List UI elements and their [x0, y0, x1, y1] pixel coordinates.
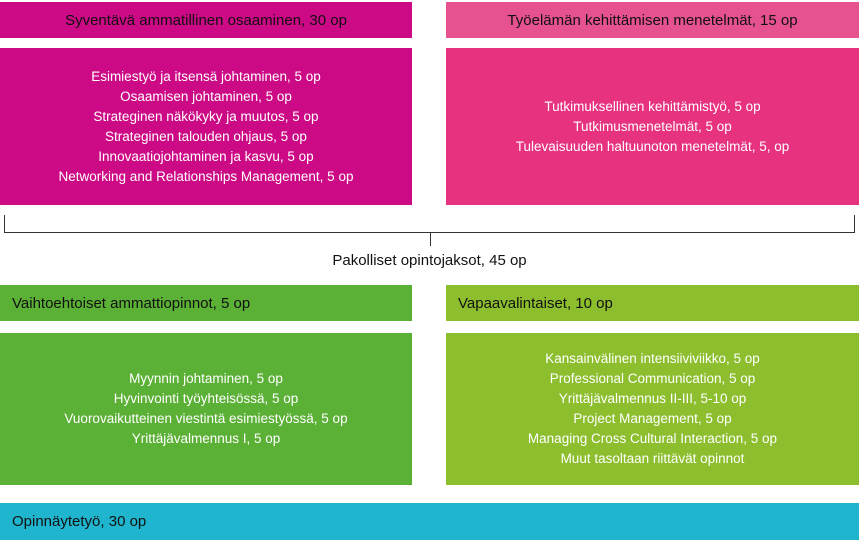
optional-professional-header-label: Vaihtoehtoiset ammattiopinnot, 5 op	[12, 294, 251, 312]
list-item: Professional Communication, 5 op	[549, 371, 756, 386]
list-item: Tutkimuksellinen kehittämistyö, 5 op	[544, 98, 761, 114]
list-item: Strateginen talouden ohjaus, 5 op	[105, 128, 307, 144]
work-development-methods-header-label: Työelämän kehittämisen menetelmät, 15 op	[507, 11, 798, 29]
free-choice-header-label: Vapaavalintaiset, 10 op	[458, 294, 613, 312]
list-item: Innovaatiojohtaminen ja kasvu, 5 op	[98, 148, 314, 164]
mandatory-advanced-course-list	[0, 48, 412, 205]
list-item: Muut tasoltaan riittävät opinnot	[560, 451, 745, 466]
list-item: Project Management, 5 op	[573, 411, 732, 426]
list-item: Myynnin johtaminen, 5 op	[129, 371, 283, 386]
list-item: Networking and Relationships Management, 5 op	[58, 168, 354, 184]
mandatory-advanced-header-label: Syventävä ammatillinen osaaminen, 30 op	[65, 11, 347, 29]
list-item: Yrittäjävalmennus I, 5 op	[131, 431, 281, 446]
optional-professional-header	[0, 285, 412, 321]
optional-professional-course-list	[0, 333, 412, 485]
list-item: Tulevaisuuden haltuunoton menetelmät, 5, op	[515, 138, 790, 154]
thesis-header	[0, 503, 859, 540]
list-item: Hyvinvointi työyhteisössä, 5 op	[113, 391, 299, 406]
work-development-methods-course-list	[446, 48, 859, 205]
list-item: Vuorovaikutteinen viestintä esimiestyössä, 5 op	[64, 411, 348, 426]
list-item: Esimiestyö ja itsensä johtaminen, 5 op	[91, 68, 321, 84]
free-choice-course-list	[446, 333, 859, 485]
list-item: Managing Cross Cultural Interaction, 5 op	[527, 431, 778, 446]
work-development-methods-header	[446, 2, 859, 38]
list-item: Osaamisen johtaminen, 5 op	[120, 88, 292, 104]
free-choice-header	[446, 285, 859, 321]
mandatory-advanced-header	[0, 2, 412, 38]
list-item: Kansainvälinen intensiiviviikko, 5 op	[545, 351, 760, 366]
list-item: Yrittäjävalmennus II-III, 5-10 op	[558, 391, 747, 406]
list-item: Tutkimusmenetelmät, 5 op	[573, 118, 732, 134]
thesis-header-label: Opinnäytetyö, 30 op	[12, 513, 147, 530]
list-item: Strateginen näkökyky ja muutos, 5 op	[93, 108, 319, 124]
mandatory-total-label: Pakolliset opintojaksot, 45 op	[332, 252, 527, 269]
